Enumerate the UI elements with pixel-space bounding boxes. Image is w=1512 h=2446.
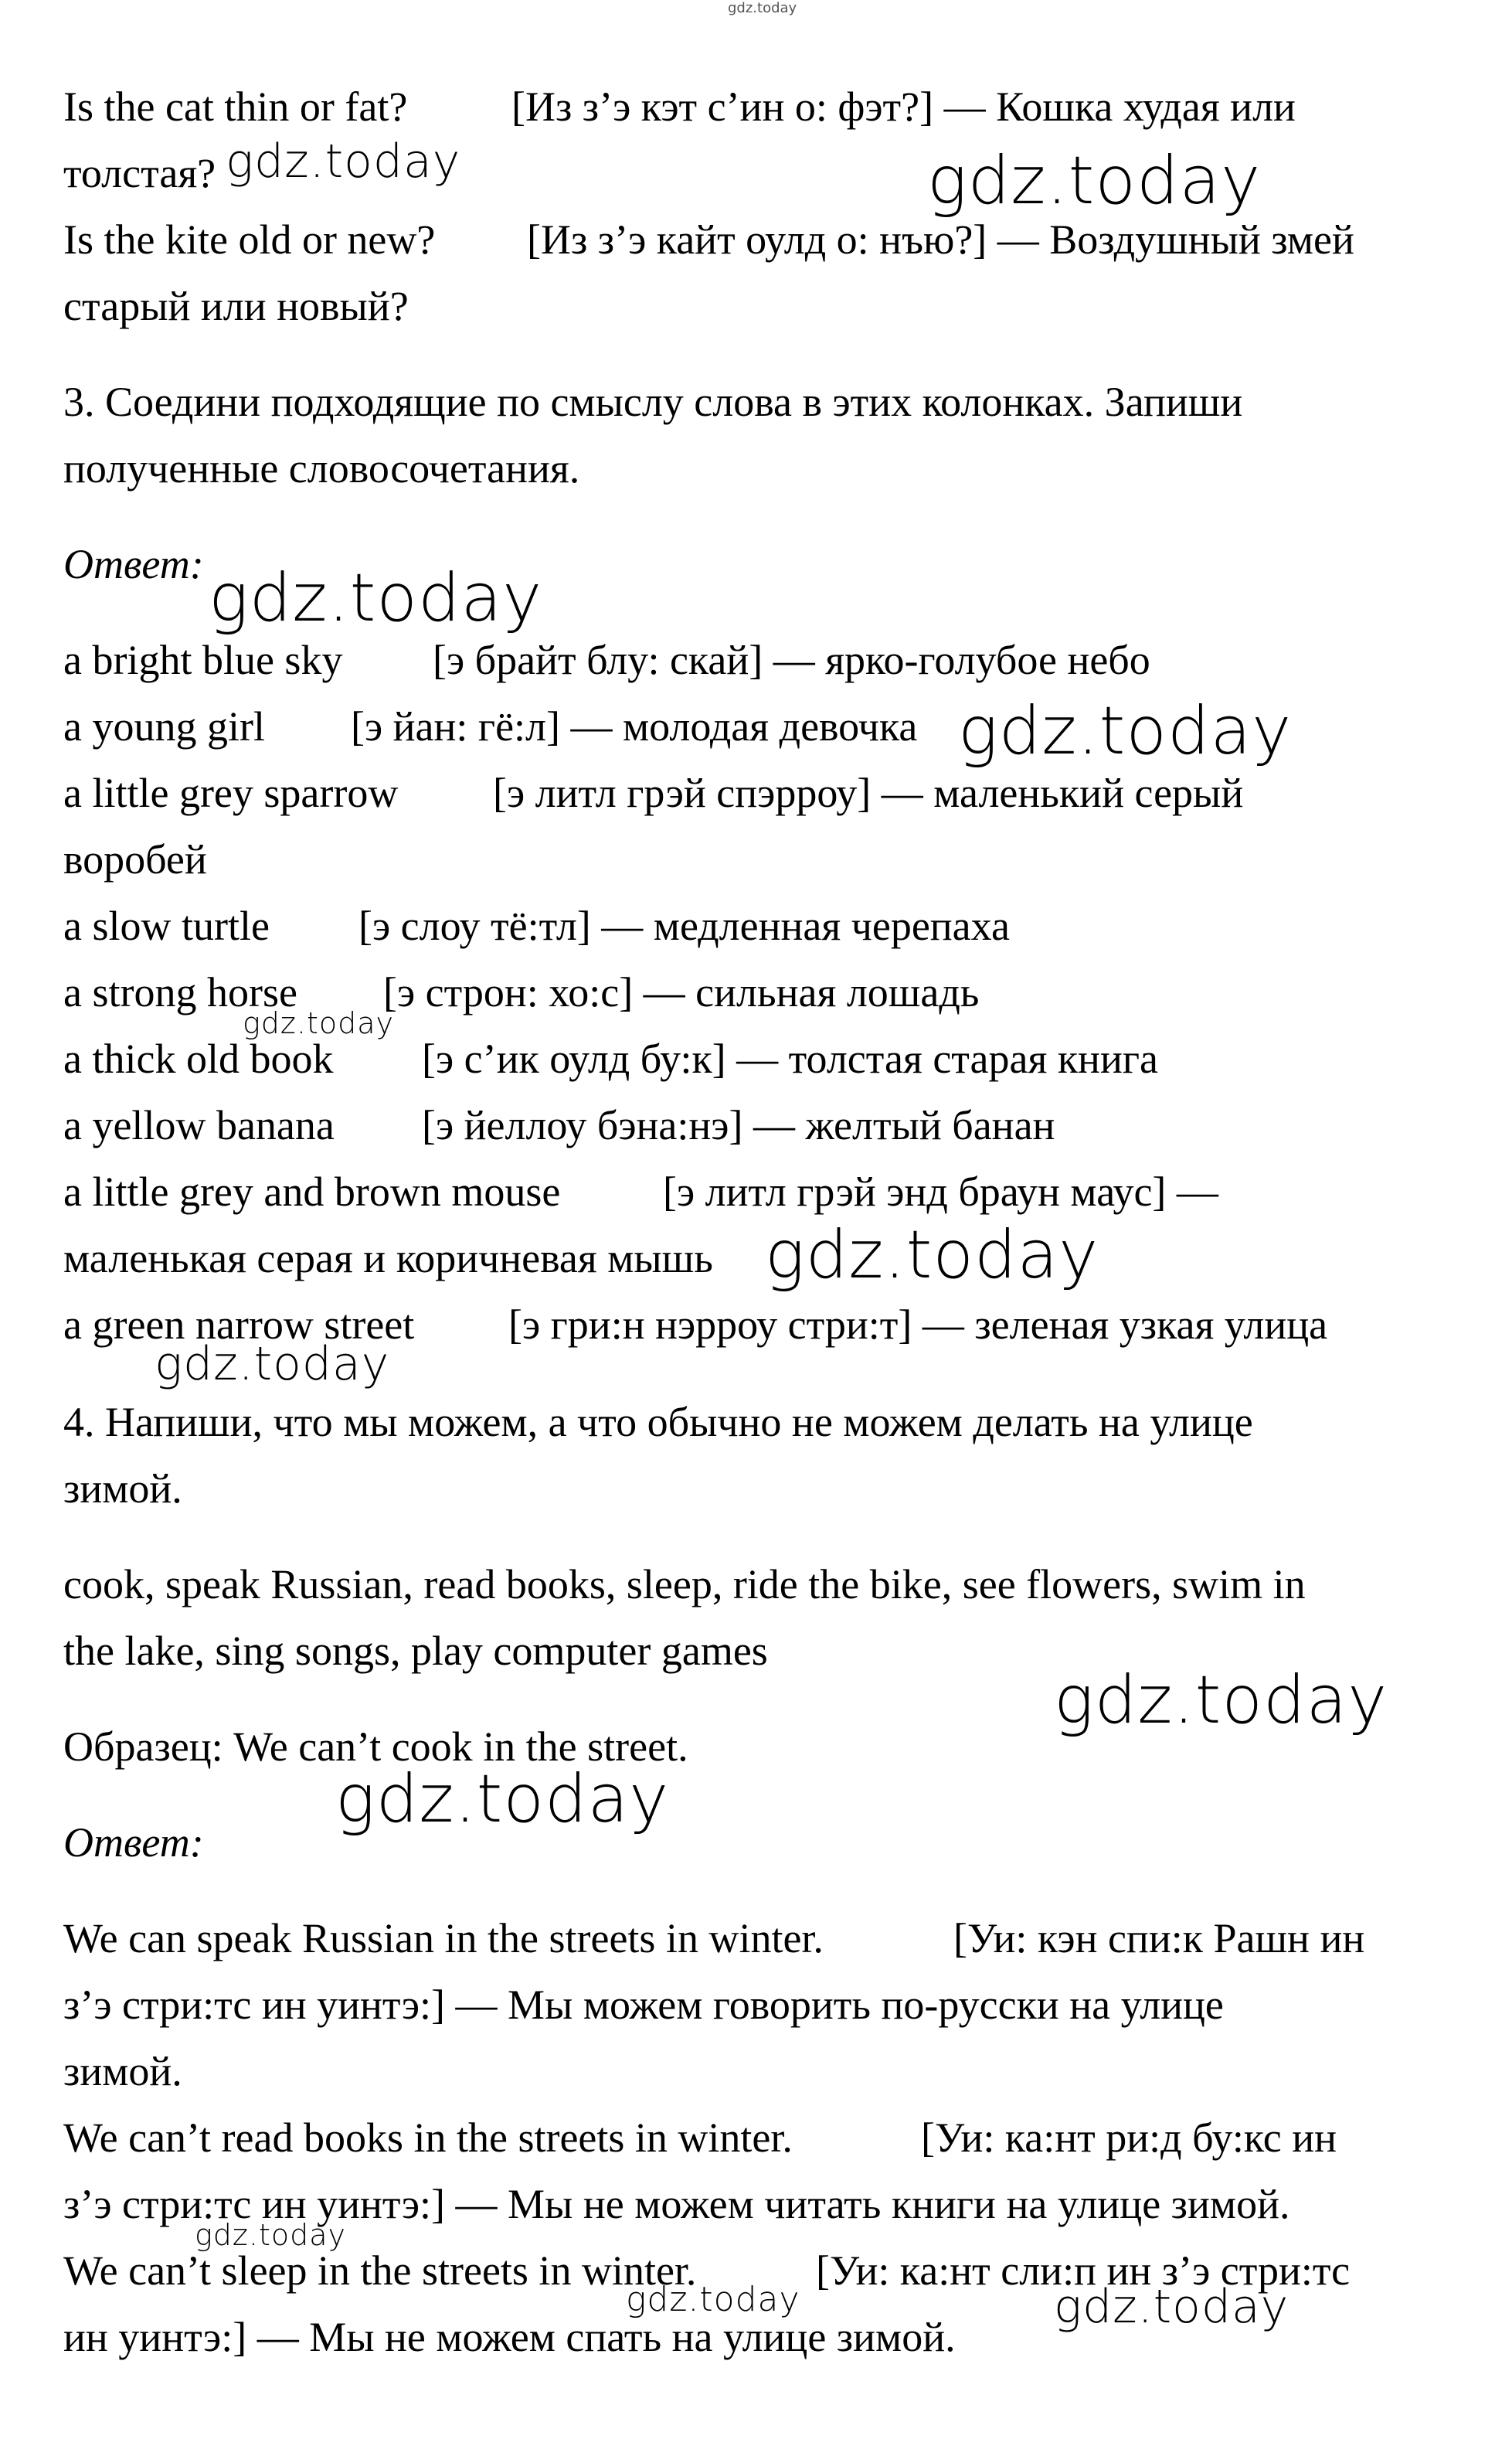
english-phrase: a little grey sparrow xyxy=(63,770,399,816)
watermark: gdz.today xyxy=(765,1216,1099,1294)
watermark: gdz.today xyxy=(243,1006,394,1040)
answer-label xyxy=(63,539,204,589)
text-line xyxy=(63,148,216,198)
answer-label-text: Ответ: xyxy=(63,541,204,587)
english-phrase: a little grey and brown mouse xyxy=(63,1169,561,1215)
transcription-cont: зимой. xyxy=(63,2048,182,2094)
task-text: полученные словосочетания. xyxy=(63,445,580,492)
phrase-row xyxy=(63,1034,1158,1084)
english-phrase: a yellow banana xyxy=(63,1102,335,1148)
english-sentence: We can’t read books in the streets in winter. xyxy=(63,2114,793,2161)
transcription-cont: ин уинтэ:] — Мы не можем спать на улице зимой. xyxy=(63,2314,956,2360)
task-4-heading-cont xyxy=(63,1464,182,1513)
transcription: [э йан: гё:л] — молодая девочка xyxy=(351,703,918,750)
text-line xyxy=(63,215,1354,264)
transcription: [Из з’э кэт с’ин о: фэт?] — Кошка худая или xyxy=(511,83,1296,130)
phrase-row xyxy=(63,702,918,751)
sentence-row xyxy=(63,2246,1351,2295)
transcription: [Уи: кэн спи:к Рашн ин xyxy=(953,1915,1365,1961)
word-list-text: cook, speak Russian, read books, sleep, ride the bike, see flowers, swim in xyxy=(63,1561,1306,1607)
continuation-text: толстая? xyxy=(63,150,216,196)
continuation-text: маленькая серая и коричневая мышь xyxy=(63,1235,713,1281)
word-list-text: the lake, sing songs, play computer games xyxy=(63,1628,768,1674)
phrase-row xyxy=(63,1167,1218,1216)
transcription: [Уи: ка:нт ри:д бу:кс ин xyxy=(921,2114,1337,2161)
sentence-row xyxy=(63,2046,182,2096)
transcription: [э брайт блу: скай] — ярко-голубое небо xyxy=(433,637,1150,683)
english-sentence: We can speak Russian in the streets in winter. xyxy=(63,1915,824,1961)
english-phrase: a young girl xyxy=(63,703,265,750)
task-3-heading-cont xyxy=(63,444,579,493)
sample-text: Образец: We can’t cook in the street. xyxy=(63,1723,688,1770)
english-phrase: Is the kite old or new? xyxy=(63,216,436,263)
phrase-row xyxy=(63,901,1010,951)
watermark: gdz.today xyxy=(958,692,1293,770)
english-phrase: Is the cat thin or fat? xyxy=(63,83,408,130)
sentence-row xyxy=(63,2312,956,2362)
answer-label-text: Ответ: xyxy=(63,1819,204,1866)
text-line xyxy=(63,281,409,331)
watermark: gdz.today xyxy=(226,134,461,189)
watermark: gdz.today xyxy=(1054,2280,1289,2334)
watermark: gdz.today xyxy=(209,560,543,637)
task-text: зимой. xyxy=(63,1465,182,1512)
english-phrase: a bright blue sky xyxy=(63,637,343,683)
transcription: [э слоу тё:тл] — медленная черепаха xyxy=(358,903,1010,949)
english-phrase: a strong horse xyxy=(63,969,297,1015)
phrase-row xyxy=(63,768,1244,818)
transcription-cont: з’э стри:тс ин уинтэ:] — Мы можем говорить по-русски на улице xyxy=(63,1982,1224,2028)
watermark: gdz.today xyxy=(195,2218,346,2252)
phrase-row xyxy=(63,835,207,884)
text-line xyxy=(63,82,1296,131)
phrase-row xyxy=(63,1101,1055,1150)
watermark: gdz.today xyxy=(155,1337,390,1391)
transcription: [Уи: ка:нт сли:п ин з’э стри:тс xyxy=(816,2247,1351,2294)
transcription: [э гри:н нэрроу стри:т] — зеленая узкая улица xyxy=(508,1301,1328,1348)
task-3-heading xyxy=(63,377,1242,427)
task-4-heading xyxy=(63,1397,1253,1447)
watermark: gdz.today xyxy=(1054,1662,1388,1739)
english-phrase: a green narrow street xyxy=(63,1301,415,1348)
transcription: [э литл грэй спэрроу] — маленький серый xyxy=(493,770,1244,816)
word-list xyxy=(63,1560,1306,1609)
top-watermark: gdz.today xyxy=(728,0,797,16)
task-text: 4. Напиши, что мы можем, а что обычно не можем делать на улице xyxy=(63,1399,1253,1445)
english-sentence: We can’t sleep in the streets in winter. xyxy=(63,2247,697,2294)
sentence-row xyxy=(63,2113,1337,2162)
sentence-row xyxy=(63,1914,1365,1963)
continuation-text: старый или новый? xyxy=(63,283,409,329)
english-phrase: a slow turtle xyxy=(63,903,270,949)
transcription: [Из з’э кайт оулд о: нъю?] — Воздушный змей xyxy=(527,216,1354,263)
phrase-row xyxy=(63,635,1150,685)
transcription: [э литл грэй энд браун маус] — xyxy=(663,1169,1218,1215)
transcription: [э с’ик оулд бу:к] — толстая старая книга xyxy=(422,1036,1158,1082)
transcription: [э строн: хо:с] — сильная лошадь xyxy=(383,969,980,1015)
sentence-row xyxy=(63,1980,1224,2029)
english-phrase: a thick old book xyxy=(63,1036,334,1082)
watermark: gdz.today xyxy=(927,142,1262,219)
phrase-row xyxy=(63,1233,713,1283)
task-text: 3. Соедини подходящие по смыслу слова в этих колонках. Запиши xyxy=(63,379,1243,425)
watermark: gdz.today xyxy=(626,2280,800,2319)
answer-label xyxy=(63,1818,204,1867)
word-list-cont xyxy=(63,1626,768,1675)
transcription-cont: з’э стри:тс ин уинтэ:] — Мы не можем читать книги на улице зимой. xyxy=(63,2181,1290,2227)
continuation-text: воробей xyxy=(63,836,207,883)
transcription: [э йеллоу бэна:нэ] — желтый банан xyxy=(422,1102,1055,1148)
watermark: gdz.today xyxy=(335,1761,670,1838)
